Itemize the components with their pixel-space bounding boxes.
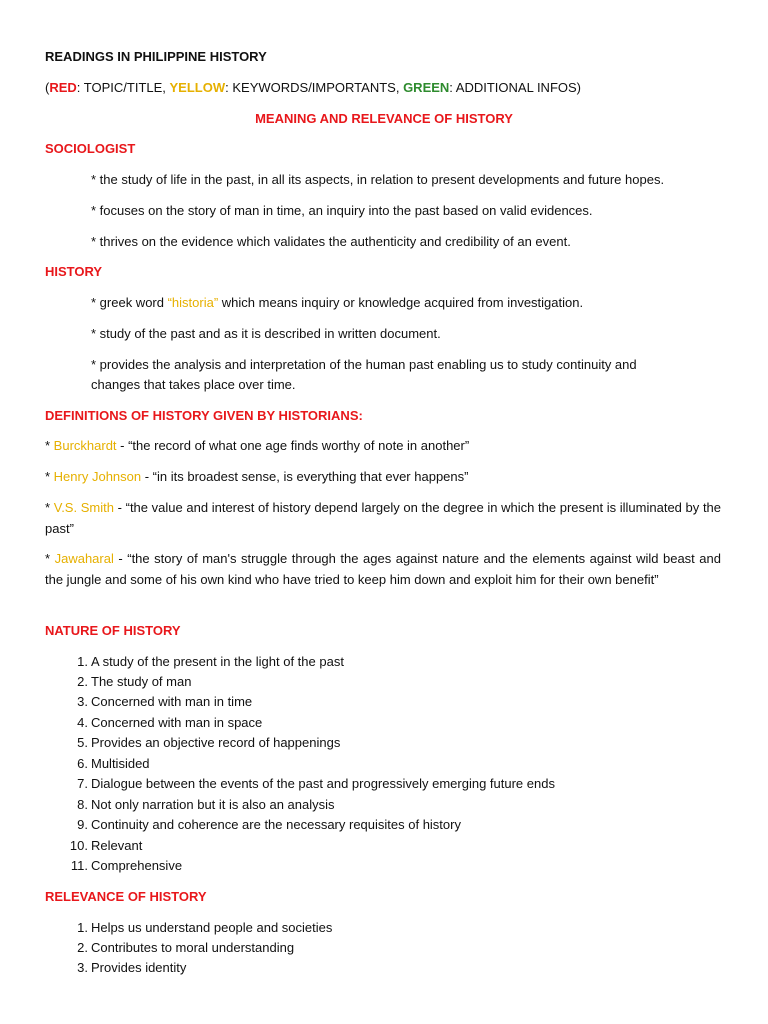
historia-keyword: “historia” <box>167 295 219 310</box>
list-number: 10. <box>69 838 88 853</box>
definition-text: - “the value and interest of history depend largely on the degree in which the present is illuminated by the past” <box>45 500 722 536</box>
definitions-heading: DEFINITIONS OF HISTORY GIVEN BY HISTORIANS: <box>45 408 363 423</box>
list-number: 2. <box>77 674 88 689</box>
definition-text: - “the record of what one age finds worthy of note in another” <box>116 438 470 453</box>
history-bullet: * study of the past and as it is described in written document. <box>91 326 441 341</box>
list-number: 3. <box>77 960 88 975</box>
list-number: 11. <box>70 858 88 873</box>
list-item: Provides an objective record of happenings <box>91 735 341 750</box>
list-item: The study of man <box>91 674 192 689</box>
list-number: 1. <box>77 654 88 669</box>
sociologist-bullet: * thrives on the evidence which validates the authenticity and credibility of an event. <box>91 234 571 249</box>
definition-star: * <box>45 551 55 566</box>
definition-text: - “the story of man's struggle through the ages against nature and the elements against wild beast and the jungle and some of his own kind who have tried to keep him down and exploit him for their own benefit” <box>45 551 722 587</box>
legend-red-text: : TOPIC/TITLE, <box>76 80 170 95</box>
history-bullet: * provides the analysis and interpretation of the human past enabling us to study continuity and <box>91 357 637 372</box>
list-item: Relevant <box>91 838 143 853</box>
legend-yellow-text: : KEYWORDS/IMPORTANTS, <box>225 80 404 95</box>
list-number: 9. <box>77 817 88 832</box>
list-item: Provides identity <box>91 960 187 975</box>
list-item: Continuity and coherence are the necessary requisites of history <box>91 817 461 832</box>
list-number: 6. <box>77 756 88 771</box>
list-item: A study of the present in the light of the past <box>91 654 344 669</box>
relevance-heading: RELEVANCE OF HISTORY <box>45 889 207 904</box>
list-number: 4. <box>77 715 88 730</box>
list-item: Not only narration but it is also an analysis <box>91 797 335 812</box>
sociologist-heading: SOCIOLOGIST <box>45 141 136 156</box>
definition-item <box>45 497 721 539</box>
list-item: Concerned with man in time <box>91 694 253 709</box>
history-bullet-continued: changes that takes place over time. <box>91 377 296 392</box>
legend-green-label: GREEN <box>403 80 450 95</box>
list-item: Dialogue between the events of the past and progressively emerging future ends <box>91 776 555 791</box>
list-number: 3. <box>77 694 88 709</box>
list-item: Comprehensive <box>91 858 183 873</box>
legend-open: ( <box>45 80 50 95</box>
history-bullet-pre: * greek word <box>91 295 168 310</box>
historian-name: V.S. Smith <box>53 500 114 515</box>
list-item: Concerned with man in space <box>91 715 263 730</box>
definition-item <box>45 437 469 455</box>
definition-star: * <box>45 469 54 484</box>
definition-item <box>45 468 468 486</box>
sociologist-bullet: * the study of life in the past, in all its aspects, in relation to present developments and future hopes. <box>91 172 665 187</box>
definition-item <box>45 548 721 590</box>
definition-star: * <box>45 438 54 453</box>
document-title: READINGS IN PHILIPPINE HISTORY <box>45 49 267 64</box>
historian-name: Burckhardt <box>53 438 117 453</box>
history-bullet-post: which means inquiry or knowledge acquired from investigation. <box>218 295 584 310</box>
sociologist-bullet: * focuses on the story of man in time, an inquiry into the past based on valid evidences. <box>91 203 593 218</box>
historian-name: Henry Johnson <box>53 469 142 484</box>
historian-name: Jawaharal <box>54 551 114 566</box>
history-heading: HISTORY <box>45 264 103 279</box>
list-number: 7. <box>77 776 88 791</box>
main-heading: MEANING AND RELEVANCE OF HISTORY <box>255 111 513 126</box>
nature-heading: NATURE OF HISTORY <box>45 623 181 638</box>
list-number: 8. <box>77 797 88 812</box>
list-number: 5. <box>77 735 88 750</box>
definition-text: - “in its broadest sense, is everything that ever happens” <box>141 469 469 484</box>
list-item: Contributes to moral understanding <box>91 940 295 955</box>
legend-green-text: : ADDITIONAL INFOS) <box>449 80 581 95</box>
list-item: Helps us understand people and societies <box>91 920 333 935</box>
history-bullet <box>91 294 583 312</box>
color-legend <box>45 79 581 97</box>
legend-yellow-label: YELLOW <box>169 80 226 95</box>
definition-star: * <box>45 500 54 515</box>
list-number: 2. <box>77 940 88 955</box>
list-number: 1. <box>77 920 88 935</box>
list-item: Multisided <box>91 756 150 771</box>
legend-red-label: RED <box>49 80 77 95</box>
